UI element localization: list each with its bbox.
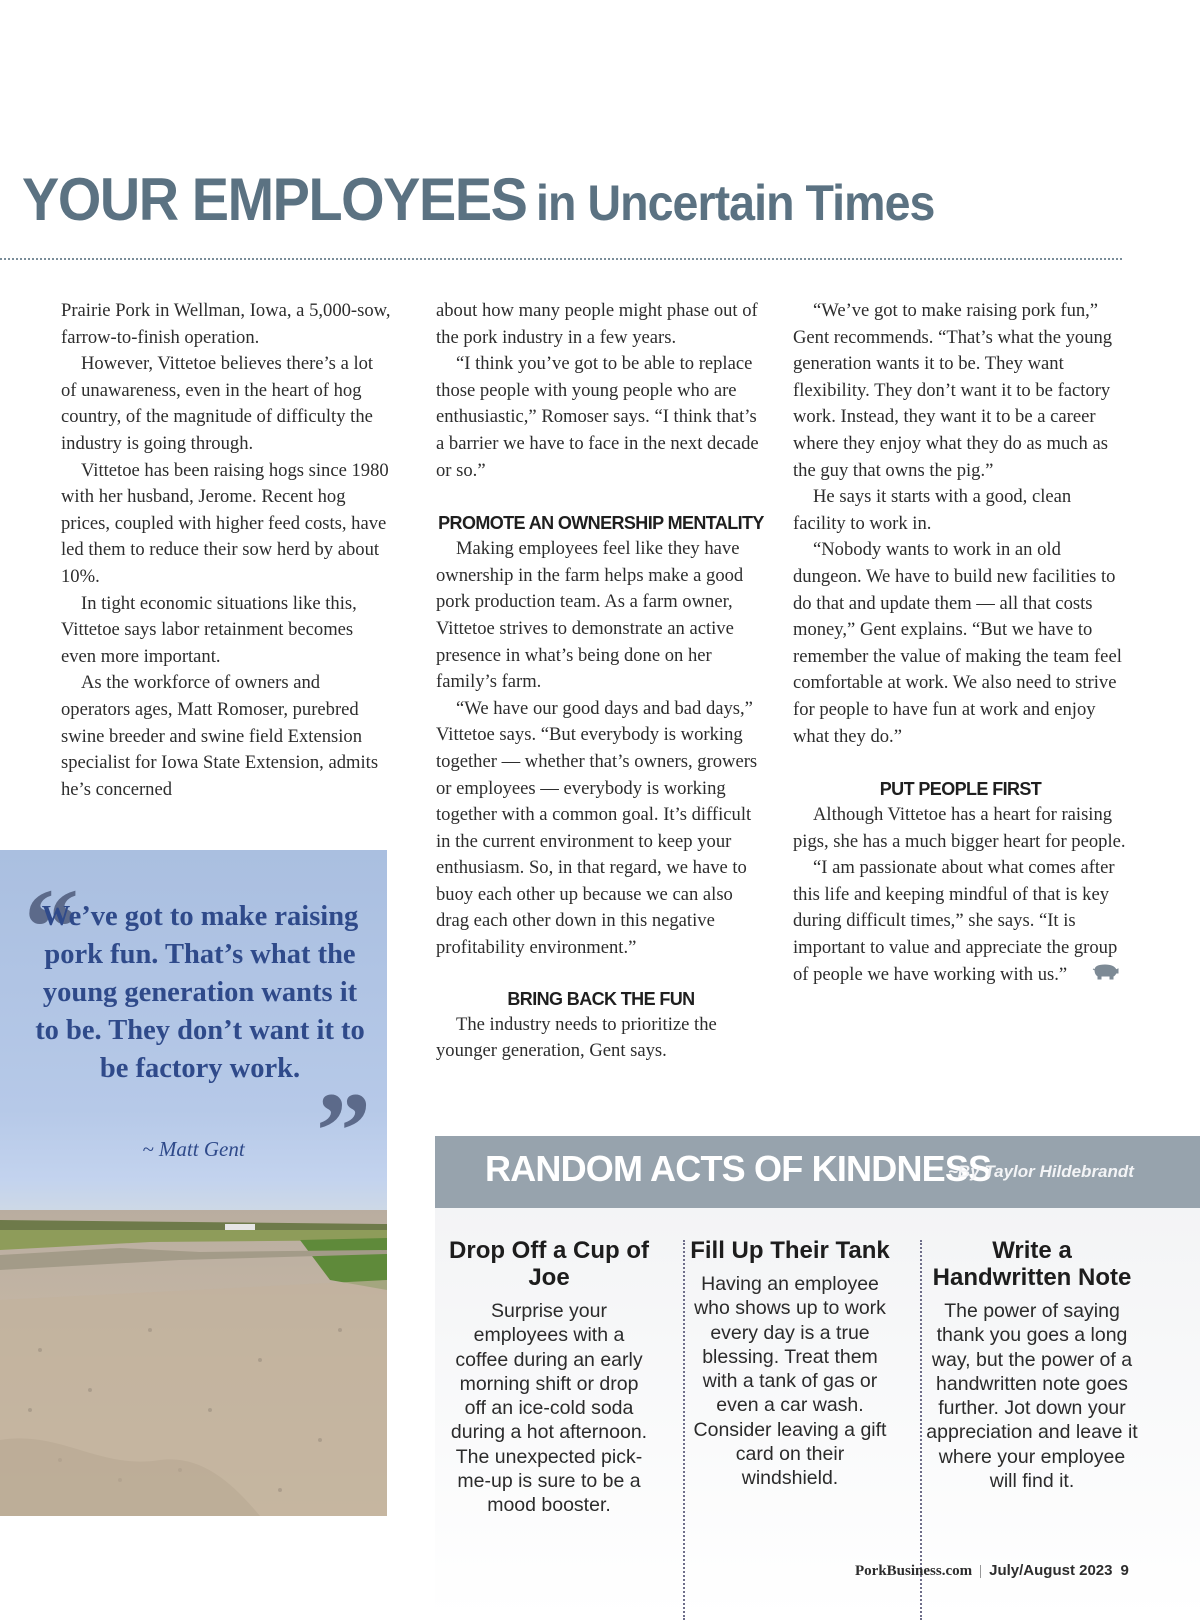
issue-date: July/August 2023	[989, 1562, 1113, 1579]
paragraph-final: “I am passionate about what comes after this life and keeping mindful of that is key during difficult times,” she says. “It is important to value and appreciate the group of people we have working with us.”	[793, 855, 1128, 988]
subheading-people-first: PUT PEOPLE FIRST	[879, 779, 1042, 800]
headline-sub: in Uncertain Times	[536, 175, 935, 231]
subheading-ownership: PROMOTE AN OWNERSHIP MENTALITY	[438, 513, 764, 534]
kindness-banner	[435, 1136, 1200, 1208]
paragraph: Although Vittetoe has a heart for raising pigs, she has a much bigger heart for people.	[793, 804, 1126, 852]
pig-end-icon	[1071, 962, 1119, 989]
kindness-title: RANDOM ACTS OF KINDNESS	[485, 1148, 992, 1189]
farm-field-photo	[0, 1210, 387, 1516]
tip-gas-tank	[685, 1237, 895, 1491]
paragraph: Prairie Pork in Wellman, Iowa, a 5,000-sow, farrow-to-finish operation.	[61, 300, 391, 348]
subheading-fun: BRING BACK THE FUN	[507, 988, 695, 1009]
paragraph: The industry needs to prioritize the younger generation, Gent says.	[436, 1013, 717, 1062]
kindness-panel	[435, 1136, 1200, 1618]
paragraph: As the workforce of owners and operators ages, Matt Romoser, purebred swine breeder and swine field Extension specialist for Iowa State Extension, admits he’s concerned	[61, 672, 379, 800]
page-number: 9	[1120, 1562, 1129, 1579]
pull-quote-attribution: ~ Matt Gent	[142, 1137, 245, 1161]
paragraph: “I think you’ve got to be able to replace those people with young people who are enthusiastic,” Romoser says. “I think that’s a barrier we have to face in the next decade or so.”	[436, 353, 759, 481]
publication-name: PorkBusiness.com	[855, 1563, 973, 1579]
headline	[22, 166, 965, 233]
paragraph: “We’ve got to make raising pork fun,” Gent recommends. “That’s what the young generation wants it to be. They want flexibility. They don’t want it to be factory work. Instead, they want it to be a career where they enjoy what they do as much as the guy that owns the pig.”	[793, 300, 1113, 481]
tip-coffee	[449, 1237, 649, 1518]
tip-body: The power of saying thank you goes a long way, but the power of a handwritten note goes further. Jot down your appreciation and leave it where your employee will find it.	[926, 1300, 1138, 1493]
paragraph: In tight economic situations like this, Vittetoe says labor retainment becomes even more important.	[61, 592, 357, 667]
footer-separator: |	[979, 1563, 983, 1579]
title-divider	[0, 258, 1122, 260]
paragraph: “Nobody wants to work in an old dungeon. We have to build new facilities to do that and update them — all that costs money,” Gent explains. “But we have to remember the value of making the team feel comfortable at work. We also need to strive for people to have fun at work and enjoy what they do.”	[793, 539, 1122, 747]
paragraph: However, Vittetoe believes there’s a lot of unawareness, even in the heart of hog country, of the magnitude of difficulty the industry is going through.	[61, 353, 374, 454]
pull-quote-text: We’ve got to make raising pork fun. That’s what the young generation wants it to be. They don’t want it to be factory work.	[35, 901, 365, 1084]
column-1	[61, 298, 391, 803]
paragraph: about how many people might phase out of the pork industry in a few years.	[436, 300, 758, 348]
open-quote-mark: “	[24, 866, 79, 988]
column-3	[793, 298, 1128, 989]
tip-title: Drop Off a Cup of Joe	[449, 1237, 649, 1291]
kindness-byline: ~By Taylor Hildebrandt	[948, 1162, 1134, 1181]
tip-title: Fill Up Their Tank	[690, 1237, 890, 1264]
headline-main: YOUR EMPLOYEES	[22, 166, 527, 233]
paragraph: He says it starts with a good, clean facility to work in.	[793, 486, 1072, 534]
column-2	[436, 298, 766, 1065]
tip-body: Having an employee who shows up to work every day is a true blessing. Treat them with a tank of gas or even a car wash. Consider leaving a gift card on their windshield.	[693, 1273, 887, 1490]
pull-quote	[0, 850, 387, 1516]
tip-body: Surprise your employees with a coffee during an early morning shift or drop off an ice-cold soda during a hot afternoon. The unexpected pick-me-up is sure to be a mood booster.	[450, 1300, 648, 1517]
paragraph: “We have our good days and bad days,” Vittetoe says. “But everybody is working together — whether that’s owners, growers or employees — everybody is working together with a common goal. It’s difficult in the current environment to keep your enthusiasm. So, in that regard, we have to buoy each other up because we can also drag each other down in this negative profitability environment.”	[436, 697, 758, 959]
page-footer	[855, 1562, 1129, 1580]
tip-handwritten-note	[925, 1237, 1139, 1493]
tip-title: Write a Handwritten Note	[932, 1237, 1132, 1291]
close-quote-mark: ”	[316, 1070, 371, 1192]
paragraph: Making employees feel like they have ownership in the farm helps make a good pork production team. As a farm owner, Vittetoe strives to demonstrate an active presence in what’s being done on her family’s farm.	[436, 538, 744, 693]
paragraph: Vittetoe has been raising hogs since 1980 with her husband, Jerome. Recent hog prices, coupled with higher feed costs, have led them to reduce their sow herd by about 10%.	[61, 459, 389, 587]
